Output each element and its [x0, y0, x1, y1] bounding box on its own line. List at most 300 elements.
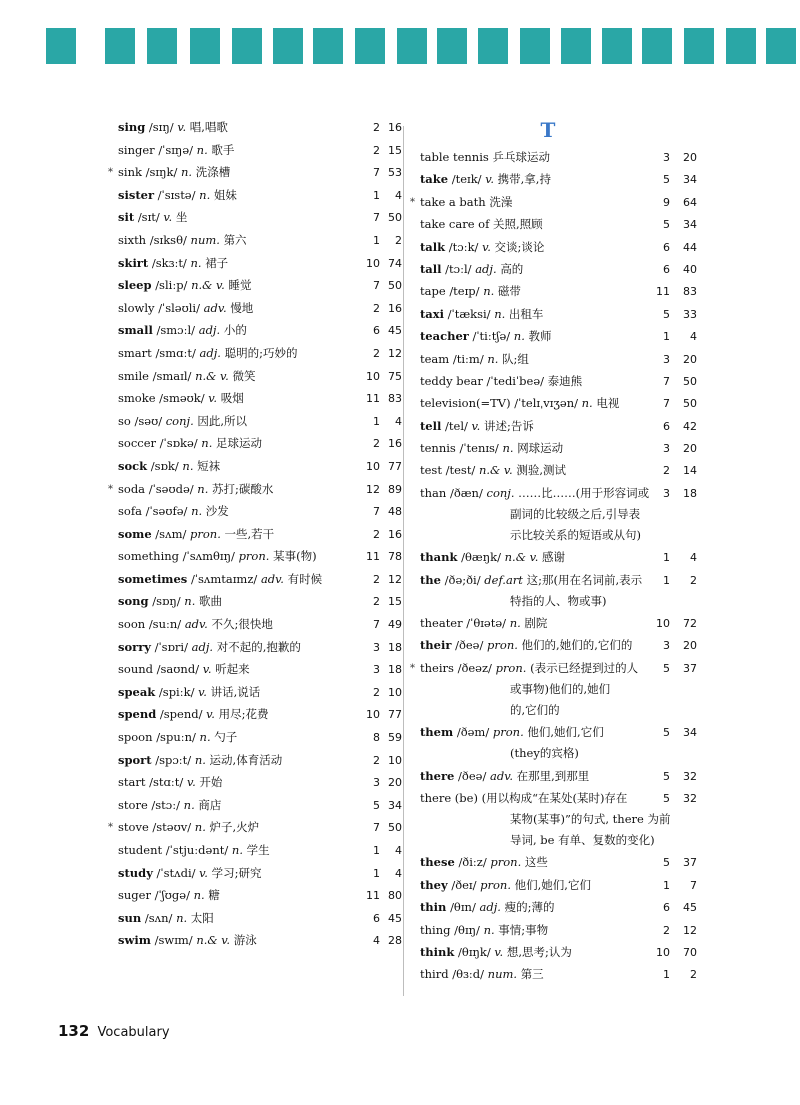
pronunciation: /skɜːt/ [151, 255, 187, 270]
unit-number: 5 [373, 798, 380, 812]
part-of-speech: v. [494, 944, 504, 959]
part-of-speech: n. [191, 504, 203, 519]
headword: sock [118, 458, 148, 473]
vocab-entry [420, 791, 696, 848]
vocab-entry [118, 143, 400, 158]
entry-line [118, 549, 400, 564]
page-reference: 2 [395, 233, 402, 247]
vocab-entry [118, 369, 400, 384]
headword: they [420, 877, 448, 892]
entry-line [118, 436, 400, 451]
entry-line [118, 527, 400, 542]
vocabulary-column-right [410, 150, 697, 990]
vocab-entry [420, 307, 696, 322]
unit-number: 7 [663, 397, 670, 411]
page-reference: 37 [683, 856, 697, 870]
page-reference: 77 [388, 708, 402, 722]
decorative-block [46, 28, 76, 64]
entry-line [118, 888, 400, 903]
headword: so [118, 413, 131, 428]
vocab-entry [118, 233, 400, 248]
vocab-entry [118, 640, 400, 655]
page-reference: 20 [683, 151, 697, 164]
page-reference: 20 [683, 442, 697, 456]
page-reference: 42 [683, 419, 697, 433]
definition: 炉子,火炉 [209, 820, 260, 835]
headword: third [420, 967, 449, 982]
part-of-speech: num. [190, 232, 220, 247]
definition: 他们,她们,它们 [527, 725, 604, 740]
pronunciation: /ðeəz/ [457, 660, 492, 675]
definition: 有时候 [287, 571, 323, 586]
part-of-speech: adv. [184, 617, 208, 632]
page-reference: 40 [683, 262, 697, 276]
entry-line [420, 217, 696, 232]
definition-continuation: 示比较关系的短语或从句) [510, 527, 641, 542]
part-of-speech: n.& v. [478, 463, 513, 478]
definition: 沙发 [205, 504, 229, 519]
page-reference: 4 [690, 551, 697, 565]
unit-number: 12 [366, 482, 380, 496]
pronunciation: /stɑːt/ [149, 775, 184, 790]
definition: 游泳 [233, 933, 257, 948]
pronunciation: /sɪŋ/ [148, 120, 174, 134]
definition: 歌手 [211, 142, 235, 157]
entry-line [118, 482, 400, 497]
unit-number: 7 [373, 279, 380, 293]
definition: 泰迪熊 [547, 373, 583, 388]
part-of-speech: pron. [480, 877, 511, 892]
definition: 运动,体育活动 [209, 752, 283, 767]
pronunciation: /θɪŋ/ [454, 922, 480, 937]
pronunciation: /ˈsɪŋə/ [158, 142, 194, 157]
part-of-speech: n.& v. [191, 278, 225, 293]
page-reference: 20 [683, 639, 697, 653]
decorative-block [397, 28, 427, 64]
page-reference: 18 [388, 663, 402, 677]
unit-number: 2 [373, 685, 380, 699]
part-of-speech: v. [177, 120, 187, 134]
unit-number: 6 [663, 419, 670, 433]
part-of-speech: n. [193, 888, 205, 903]
page-reference: 4 [395, 414, 402, 428]
pronunciation: /test/ [445, 463, 476, 478]
entry-line [118, 707, 400, 722]
optional-star-icon: * [410, 196, 415, 208]
pronunciation: /ˈsɒkə/ [159, 436, 198, 451]
unit-number: 5 [663, 661, 670, 675]
pronunciation: /spiːk/ [158, 684, 195, 699]
definition: 勺子 [214, 730, 238, 745]
vocab-entry [108, 481, 402, 497]
part-of-speech: pron. [487, 638, 518, 653]
headword: some [118, 526, 152, 541]
definition: 第六 [223, 232, 247, 247]
page-reference: 50 [683, 397, 697, 411]
optional-star-icon: * [108, 483, 113, 495]
headword: slowly [118, 300, 155, 315]
page-reference: 75 [388, 369, 402, 383]
unit-number: 2 [373, 753, 380, 767]
vocab-entry [420, 616, 696, 631]
part-of-speech: adj. [191, 639, 214, 654]
pronunciation: /ˈsəʊdə/ [148, 481, 194, 496]
part-of-speech: n. [182, 458, 194, 473]
entry-line [118, 256, 400, 271]
page-reference: 45 [388, 324, 402, 338]
unit-number: 2 [373, 437, 380, 451]
entry-line [118, 662, 400, 677]
part-of-speech: pron. [238, 549, 270, 564]
headword: swim [118, 933, 151, 948]
entry-line [420, 550, 696, 565]
page-reference: 74 [388, 256, 402, 270]
definition: 坐 [175, 210, 188, 225]
entry-line [420, 661, 696, 676]
pronunciation: /sɪŋk/ [145, 165, 178, 180]
decorative-block [642, 28, 672, 64]
part-of-speech: v. [206, 707, 215, 722]
entry-line [118, 753, 400, 768]
unit-number: 1 [373, 233, 380, 247]
unit-number: 2 [373, 143, 380, 157]
definition: 苏打;碳酸水 [212, 481, 274, 496]
vocab-entry [118, 843, 400, 858]
page-reference: 72 [683, 617, 697, 631]
headword: student [118, 843, 163, 857]
definition: 教师 [528, 329, 552, 344]
part-of-speech: n. [483, 922, 495, 937]
vocab-entry [420, 262, 696, 277]
pronunciation: /sɒk/ [150, 458, 179, 473]
vocab-entry [118, 617, 400, 632]
definition: 关照,照顾 [493, 217, 543, 232]
definition: 对不起的,抱歉的 [216, 639, 301, 654]
unit-number: 6 [663, 240, 670, 254]
page-reference: 49 [388, 618, 402, 632]
headword: sometimes [118, 571, 188, 586]
headword: theirs [420, 660, 454, 675]
unit-number: 1 [373, 188, 380, 202]
vocab-entry [420, 769, 696, 784]
entry-line [420, 396, 696, 411]
definition: 第三 [520, 967, 544, 982]
headword: take [420, 172, 449, 187]
pronunciation: /tɔːl/ [445, 261, 472, 276]
entry-line [420, 262, 696, 277]
unit-number: 2 [373, 301, 380, 315]
definition: 某事(物) [273, 549, 317, 564]
headword: soccer [118, 436, 157, 451]
headword: something [118, 549, 180, 564]
pronunciation: /ˈtediˈbeə/ [486, 373, 544, 388]
part-of-speech: n. [231, 843, 243, 857]
headword: think [420, 944, 455, 959]
vocab-entry [420, 967, 696, 982]
pronunciation: /ðiːz/ [458, 855, 487, 870]
vocab-entry [420, 923, 696, 938]
page-reference: 50 [388, 211, 402, 225]
headword: take care of [420, 217, 490, 232]
entry-line [118, 143, 400, 158]
unit-number: 8 [373, 731, 380, 745]
headword: team [420, 351, 450, 366]
decorative-block [355, 28, 385, 64]
headword: test [420, 463, 442, 478]
part-of-speech: n. [181, 165, 193, 180]
unit-number: 1 [373, 866, 380, 880]
entry-line [118, 120, 400, 135]
pronunciation: /ˈtelɪˌvɪʒən/ [514, 396, 578, 411]
vocab-entry [118, 120, 400, 135]
vocab-entry [420, 329, 696, 344]
definition: 短袜 [197, 458, 221, 473]
vocab-entry [410, 660, 697, 718]
definition: 他们的,她们的,它们的 [521, 638, 633, 653]
vocab-entry [118, 594, 400, 609]
part-of-speech: n. [196, 142, 208, 157]
part-of-speech: n. [183, 797, 195, 812]
definition: 他们,她们,它们 [514, 877, 591, 892]
pronunciation: /smɑːt/ [155, 345, 196, 360]
entry-line [118, 617, 400, 632]
entry-line [118, 414, 400, 429]
entry-line [118, 843, 400, 858]
decorative-block [147, 28, 177, 64]
definition: 裙子 [205, 255, 229, 270]
page-reference: 34 [683, 218, 697, 232]
decorative-block [602, 28, 632, 64]
vocab-entry [118, 256, 400, 271]
definition: 听起来 [215, 662, 250, 677]
pronunciation: /spɔːt/ [155, 752, 192, 767]
unit-number: 4 [373, 934, 380, 948]
definition: 糖 [208, 888, 220, 903]
entry-line [420, 419, 696, 434]
entry-line [118, 866, 400, 881]
vocab-entry [118, 188, 400, 203]
entry-line [420, 725, 696, 740]
pronunciation: /səʊ/ [134, 413, 163, 428]
headword: the [420, 572, 441, 587]
entry-line [420, 900, 696, 915]
definition: 学生 [246, 843, 270, 857]
entry-line [420, 855, 696, 870]
page-reference: 77 [388, 459, 402, 473]
headword: soda [118, 481, 146, 496]
unit-number: 3 [373, 663, 380, 677]
part-of-speech: n.& v. [195, 368, 229, 383]
pronunciation: /ˈstʌdi/ [156, 865, 196, 880]
unit-number: 1 [663, 330, 670, 344]
entry-line [118, 278, 400, 293]
page-reference: 33 [683, 307, 697, 321]
unit-number: 11 [366, 392, 380, 406]
definition: 足球运动 [216, 436, 262, 451]
headword: theater [420, 616, 463, 631]
unit-number: 11 [656, 285, 670, 299]
pronunciation: /teɪk/ [451, 172, 482, 187]
entry-line [420, 967, 696, 982]
page-reference: 34 [683, 173, 697, 187]
pronunciation: /θɜːd/ [452, 967, 484, 982]
definition: 队;组 [502, 351, 529, 366]
entry-line [118, 504, 400, 519]
headword: sixth [118, 232, 147, 247]
page-reference: 4 [395, 866, 402, 880]
headword: soon [118, 617, 146, 632]
definition: 商店 [198, 797, 222, 812]
entry-line [118, 391, 400, 406]
page-reference: 12 [388, 346, 402, 360]
unit-number: 5 [663, 307, 670, 321]
page-reference: 20 [388, 776, 402, 790]
vocab-entry [420, 550, 696, 565]
page-reference: 10 [388, 753, 402, 767]
pronunciation: /θɪn/ [450, 900, 476, 915]
unit-number: 5 [663, 791, 670, 805]
part-of-speech: n. [502, 441, 514, 456]
headword: tennis [420, 441, 456, 456]
page-reference: 83 [683, 285, 697, 299]
footer-label: Vocabulary [97, 1025, 170, 1040]
definition: 用尽;花费 [218, 707, 269, 722]
headword: there (be) [420, 790, 478, 805]
page-reference: 4 [395, 188, 402, 202]
unit-number: 6 [663, 262, 670, 276]
unit-number: 1 [373, 414, 380, 428]
entry-line [420, 638, 696, 653]
pronunciation: /ˈsləʊli/ [158, 300, 200, 315]
headword: song [118, 594, 149, 609]
entry-line [420, 195, 696, 210]
part-of-speech: v. [208, 391, 218, 406]
vocab-entry [420, 150, 696, 165]
vocab-entry [118, 707, 400, 722]
decorative-block [232, 28, 262, 64]
entry-line [420, 616, 696, 631]
definition: 磁带 [497, 284, 521, 299]
definition: 洗涤槽 [195, 165, 231, 180]
pronunciation: /ðeɪ/ [451, 877, 477, 892]
entry-line [420, 329, 696, 344]
entry-line [118, 301, 400, 316]
pronunciation: /ˈsəʊfə/ [145, 504, 188, 519]
page-reference: 15 [388, 595, 402, 609]
vocab-entry [420, 419, 696, 434]
page-reference: 16 [388, 527, 402, 541]
pronunciation: /ˈʃʊgə/ [154, 888, 190, 903]
headword: sun [118, 910, 142, 925]
vocab-entry [420, 945, 696, 960]
unit-number: 7 [373, 505, 380, 519]
decorative-block [684, 28, 714, 64]
page-reference: 70 [683, 945, 697, 959]
part-of-speech: adj. [475, 261, 497, 276]
unit-number: 3 [663, 352, 670, 366]
page-reference: 45 [683, 901, 697, 915]
vocab-entry [420, 878, 696, 893]
decorative-block [726, 28, 756, 64]
headword: them [420, 725, 454, 740]
vocab-entry [420, 374, 696, 389]
definition: ……比……(用于形容词或 [518, 485, 650, 500]
definition: 学习;研究 [211, 865, 262, 880]
page-reference: 4 [690, 330, 697, 344]
definition: 不久;很快地 [211, 617, 273, 632]
headword: speak [118, 684, 156, 699]
decorative-block [190, 28, 220, 64]
vocab-entry [420, 725, 696, 761]
part-of-speech: v. [198, 684, 207, 699]
pronunciation: /saʊnd/ [156, 662, 200, 677]
unit-number: 2 [373, 527, 380, 541]
definition: 小的 [223, 323, 247, 338]
unit-number: 10 [366, 708, 380, 722]
pronunciation: /θæŋk/ [461, 550, 501, 565]
unit-number: 5 [663, 856, 670, 870]
vocab-entry [118, 459, 400, 474]
definition: 一些,若干 [224, 526, 275, 541]
pronunciation: /ˈsʌmtaɪmz/ [190, 571, 258, 586]
pronunciation: /θɪŋk/ [458, 944, 491, 959]
headword: sit [118, 210, 135, 225]
part-of-speech: v. [199, 865, 208, 880]
unit-number: 2 [373, 595, 380, 609]
part-of-speech: n. [190, 255, 202, 270]
entry-line [420, 769, 696, 784]
part-of-speech: n. [201, 436, 213, 451]
pronunciation: /sʌn/ [144, 910, 173, 925]
unit-number: 1 [663, 551, 670, 565]
part-of-speech: conj. [165, 413, 194, 428]
vocab-entry [410, 194, 697, 210]
page-reference: 20 [683, 352, 697, 366]
definition: 电视 [596, 396, 620, 411]
entry-line [420, 374, 696, 389]
entry-line [420, 791, 696, 806]
headword: talk [420, 239, 446, 254]
page-reference: 4 [395, 844, 402, 857]
part-of-speech: adv. [489, 768, 513, 783]
pronunciation: /sɒŋ/ [152, 594, 181, 609]
vocab-entry [420, 441, 696, 456]
pronunciation: /ˈsʌmθɪŋ/ [182, 549, 235, 564]
pronunciation: /spuːn/ [156, 730, 196, 745]
entry-line [118, 911, 400, 926]
pronunciation: /spend/ [159, 707, 203, 722]
vocab-entry [118, 391, 400, 406]
pronunciation: /stəʊv/ [152, 820, 192, 835]
pronunciation: /swɪm/ [154, 933, 193, 948]
headword: teacher [420, 329, 469, 344]
unit-number: 5 [663, 726, 670, 740]
part-of-speech: n. [483, 284, 495, 299]
unit-number: 5 [663, 769, 670, 783]
headword: their [420, 638, 452, 653]
unit-number: 2 [373, 572, 380, 586]
pronunciation: /sɪt/ [137, 210, 160, 225]
headword: tape [420, 284, 446, 299]
entry-line [118, 210, 400, 225]
pronunciation: /smɔːl/ [156, 323, 196, 338]
part-of-speech: adv. [260, 571, 284, 586]
unit-number: 10 [366, 256, 380, 270]
headword: sink [118, 165, 142, 180]
vocab-entry [118, 866, 400, 881]
headword: sport [118, 752, 152, 767]
headword: smile [118, 368, 149, 383]
